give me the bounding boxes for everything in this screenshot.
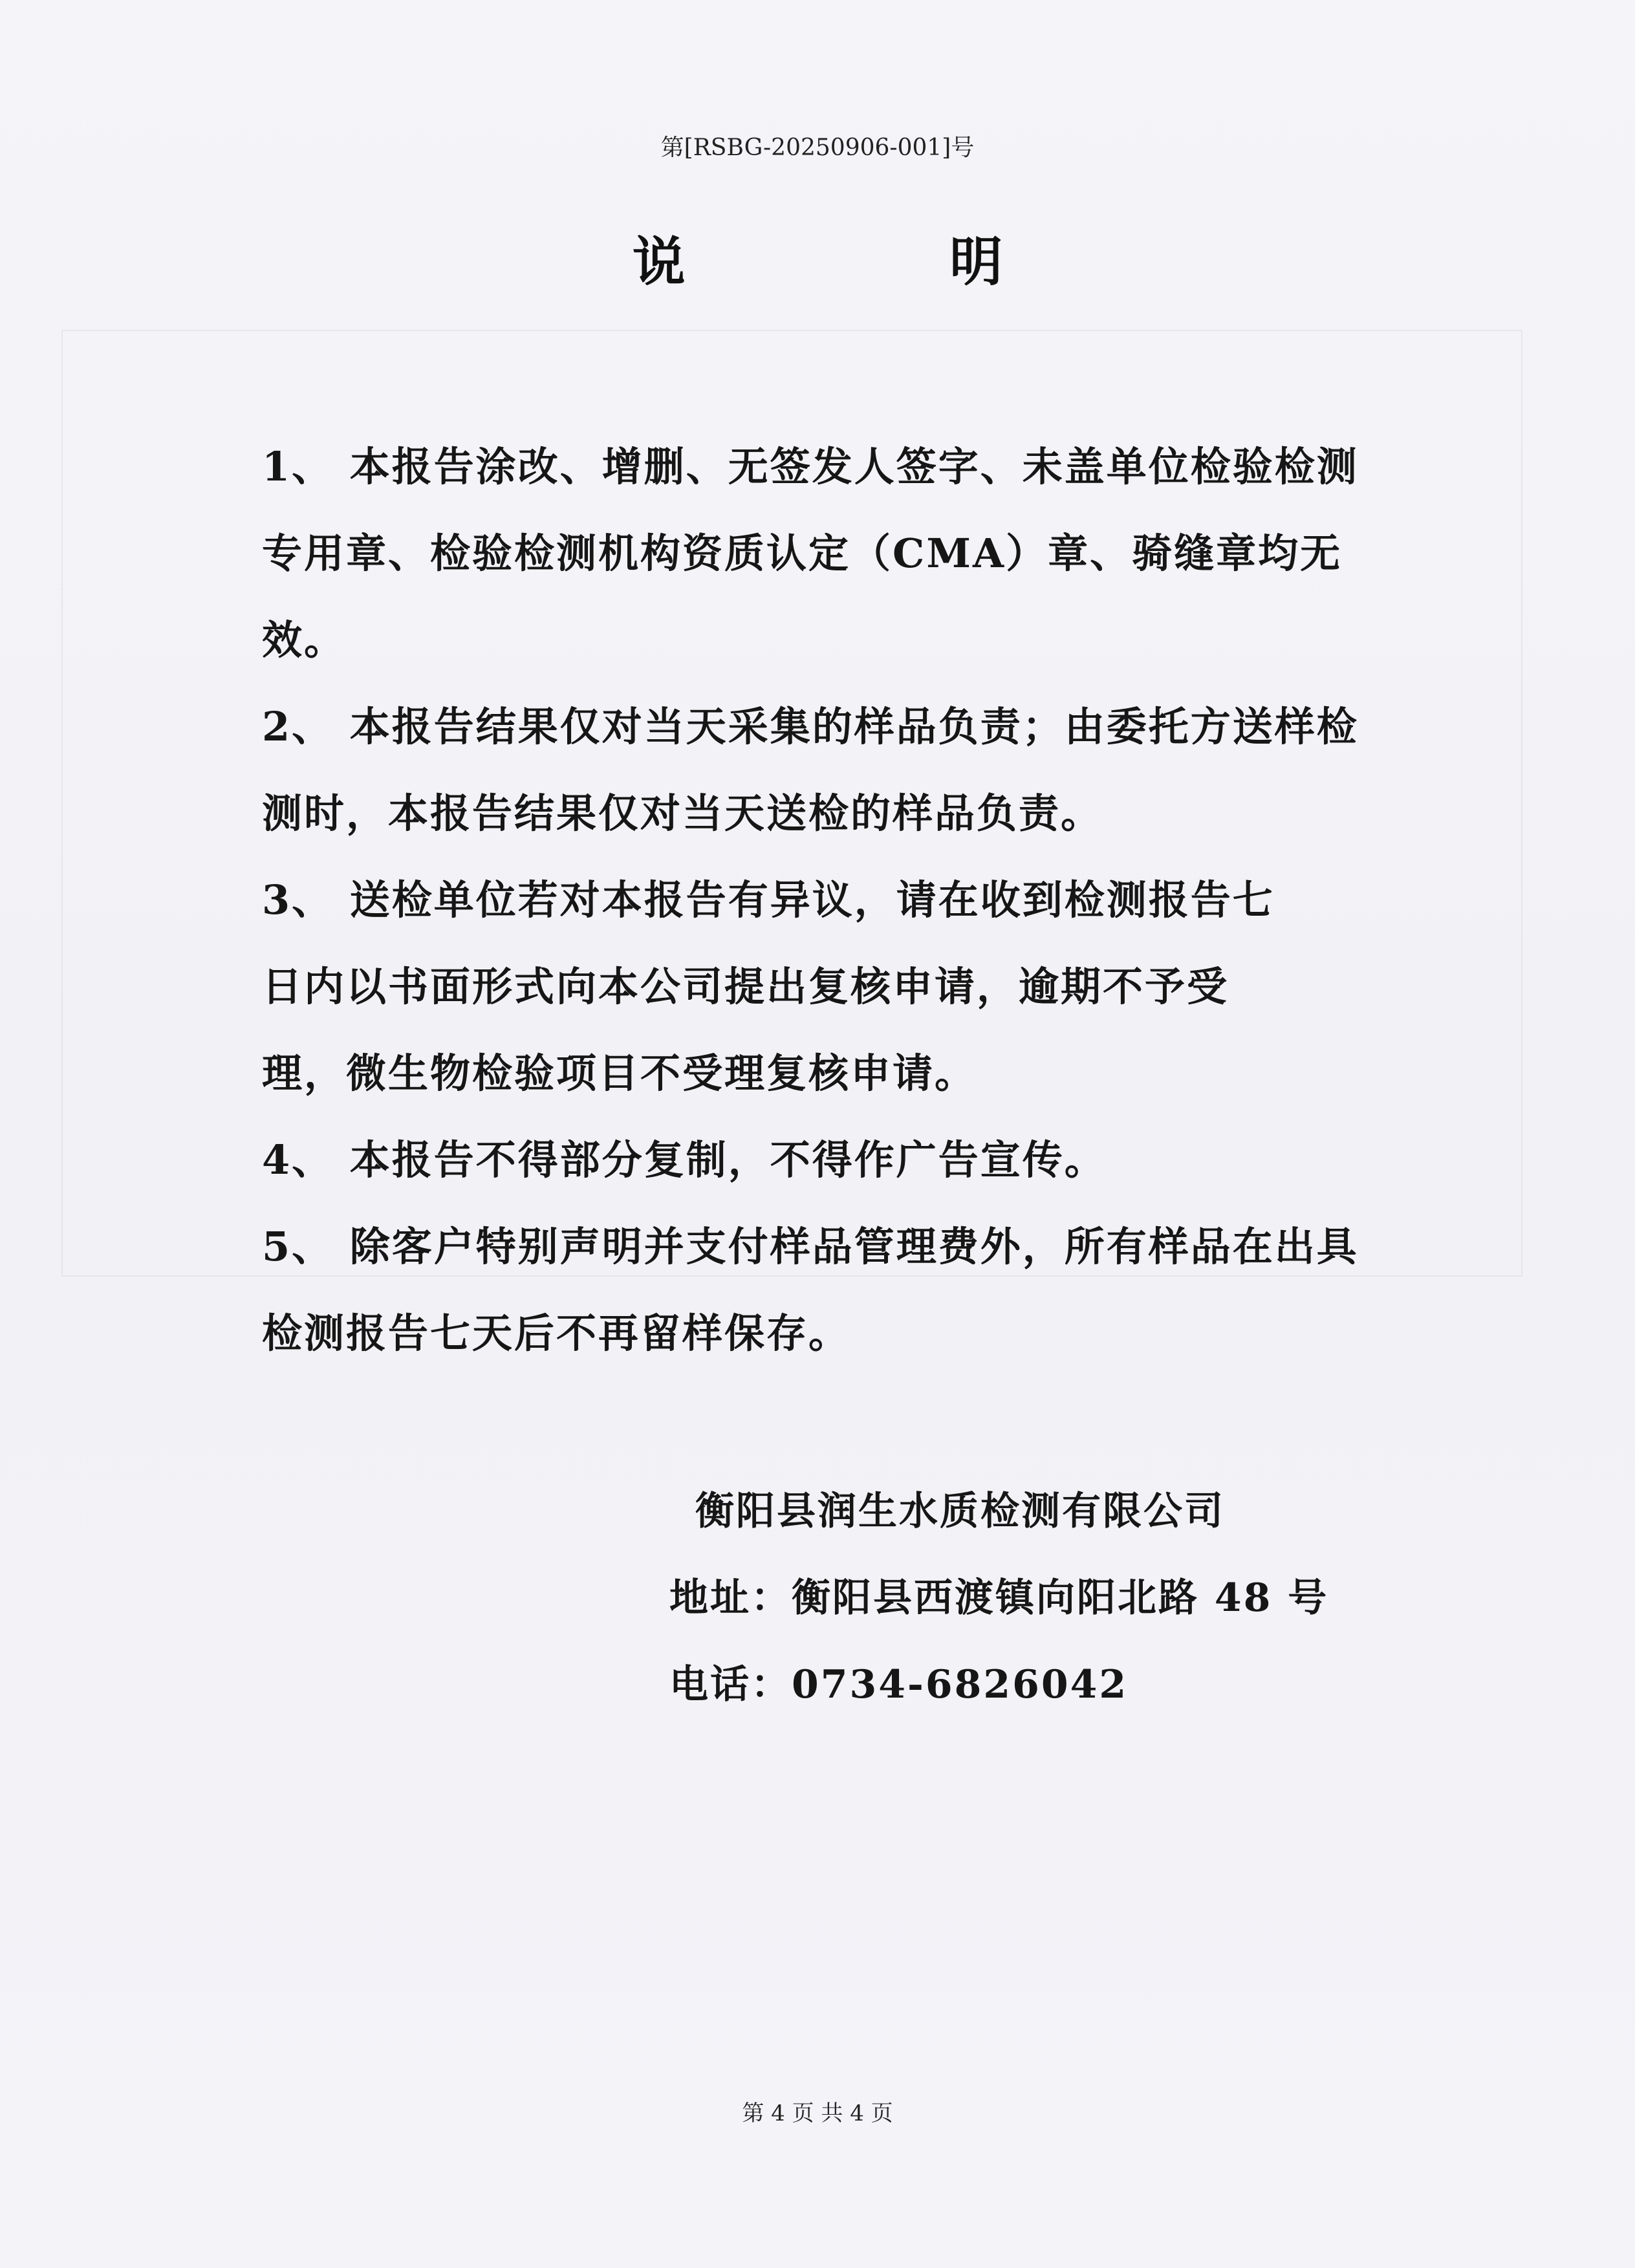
note-item: 1、 本报告涂改、增删、无签发人签字、未盖单位检验检测专用章、检验检测机构资质认定（CMA）章、骑缝章均无效。 (262, 443, 1359, 664)
page-footer: 第 4 页 共 4 页 (742, 2101, 893, 2126)
note-item: 2、 本报告结果仅对当天采集的样品负责；由委托方送样检测时，本报告结果仅对当天送检的样品负责。 (262, 703, 1359, 837)
note-item: 3、 送检单位若对本报告有异议，请在收到检测报告七日内以书面形式向本公司提出复核申请，逾期不予受理，微生物检验项目不受理复核申请。 (262, 876, 1275, 1097)
note-item: 5、 除客户特别声明并支付样品管理费外，所有样品在出具检测报告七天后不再留样保存。 (262, 1223, 1359, 1357)
company-info (669, 1468, 1413, 1728)
company-phone: 电话：0734-6826042 (669, 1662, 1129, 1707)
company-address: 地址：衡阳县西渡镇向阳北路 48 号 (669, 1575, 1329, 1621)
note-item: 4、 本报告不得部分复制，不得作广告宣传。 (262, 1136, 1107, 1183)
company-name: 衡阳县润生水质检测有限公司 (695, 1489, 1225, 1534)
page-title: 说 明 (632, 231, 1126, 293)
report-number: 第[RSBG-20250906-001]号 (660, 135, 975, 161)
notes-list (262, 424, 1361, 1377)
